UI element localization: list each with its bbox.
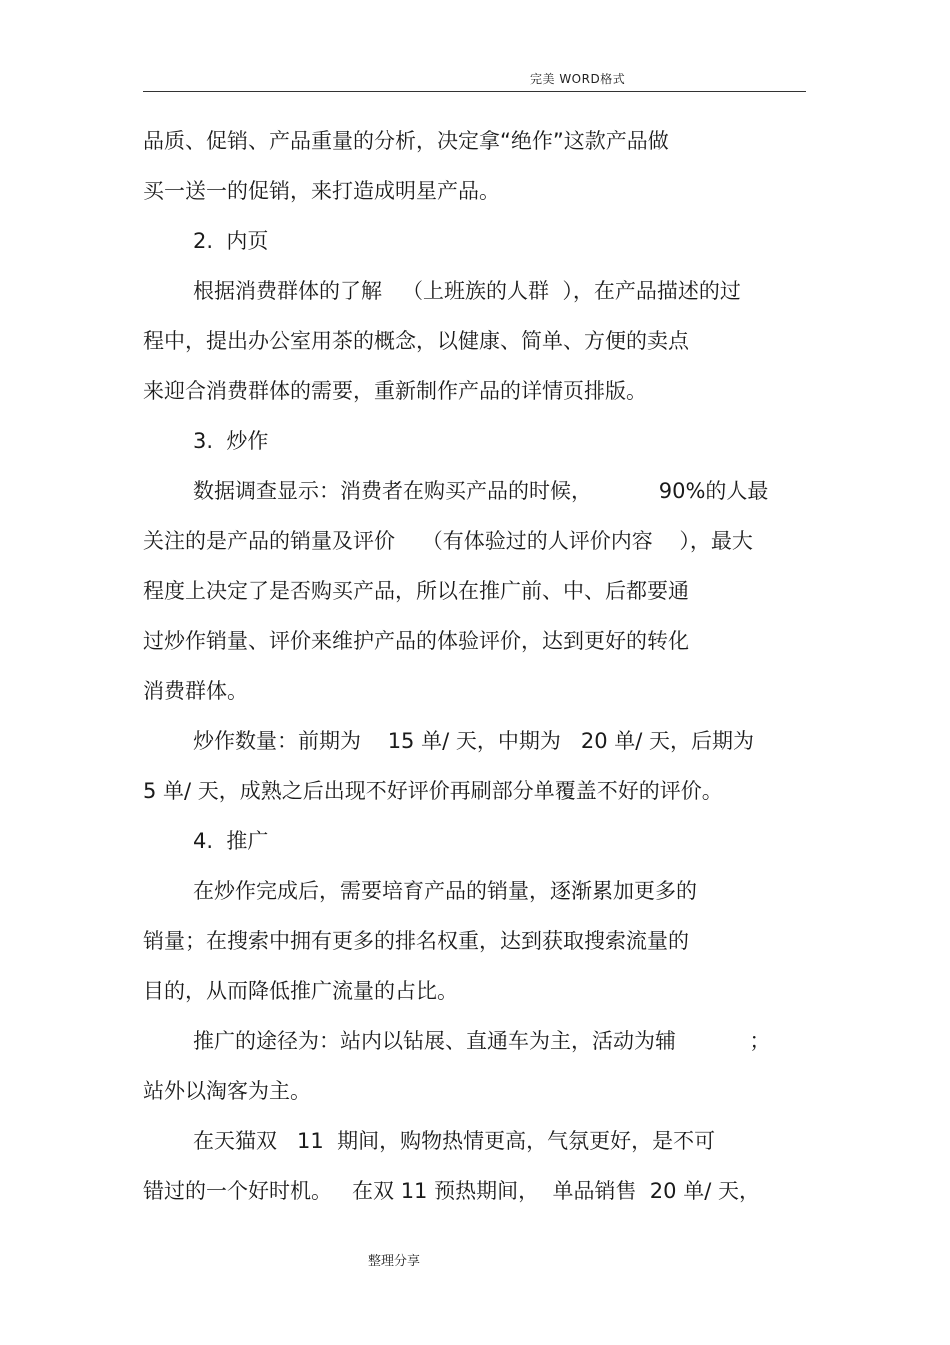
body-line: 来迎合消费群体的需要，重新制作产品的详情页排版。 bbox=[143, 379, 647, 403]
body-line: 程中，提出办公室用茶的概念，以健康、简单、方便的卖点 bbox=[143, 329, 689, 353]
section-heading: 3. 炒作 bbox=[193, 429, 269, 453]
body-line: 目的，从而降低推广流量的占比。 bbox=[143, 979, 458, 1003]
body-line: 关注的是产品的销量及评价 （有体验过的人评价内容 ），最大 bbox=[143, 529, 753, 553]
body-line: 站外以淘客为主。 bbox=[143, 1079, 311, 1103]
page-header bbox=[0, 68, 950, 88]
body-line: 炒作数量：前期为 15 单/ 天，中期为 20 单/ 天，后期为 bbox=[193, 729, 755, 753]
body-line: 程度上决定了是否购买产品，所以在推广前、中、后都要通 bbox=[143, 579, 689, 603]
body-line: 在天猫双 11 期间，购物热情更高，气氛更好，是不可 bbox=[193, 1129, 716, 1153]
body-line: 推广的途径为：站内以钻展、直通车为主，活动为辅 ； bbox=[193, 1029, 771, 1053]
body-line: 买一送一的促销，来打造成明星产品。 bbox=[143, 179, 500, 203]
body-line: 根据消费群体的了解 （上班族的人群 ），在产品描述的过 bbox=[193, 279, 741, 303]
body-line: 在炒作完成后，需要培育产品的销量，逐渐累加更多的 bbox=[193, 879, 697, 903]
body-line: 销量；在搜索中拥有更多的排名权重，达到获取搜索流量的 bbox=[143, 929, 689, 953]
body-line: 数据调查显示：消费者在购买产品的时候， 90%的人最 bbox=[193, 479, 769, 503]
body-line: 5 单/ 天，成熟之后出现不好评价再刷部分单覆盖不好的评价。 bbox=[143, 779, 723, 803]
header-title: 完美 WORD格式 bbox=[530, 72, 626, 86]
body-line: 错过的一个好时机。 在双 11 预热期间， 单品销售 20 单/ 天， bbox=[143, 1179, 760, 1203]
header-divider bbox=[143, 91, 806, 92]
section-heading: 4. 推广 bbox=[193, 829, 269, 853]
body-line: 品质、促销、产品重量的分析，决定拿“绝作”这款产品做 bbox=[143, 129, 669, 153]
page-footer: 整理分享 bbox=[368, 1254, 421, 1269]
body-line: 过炒作销量、评价来维护产品的体验评价，达到更好的转化 bbox=[143, 629, 689, 653]
body-line: 消费群体。 bbox=[143, 679, 248, 703]
section-heading: 2. 内页 bbox=[193, 229, 269, 253]
